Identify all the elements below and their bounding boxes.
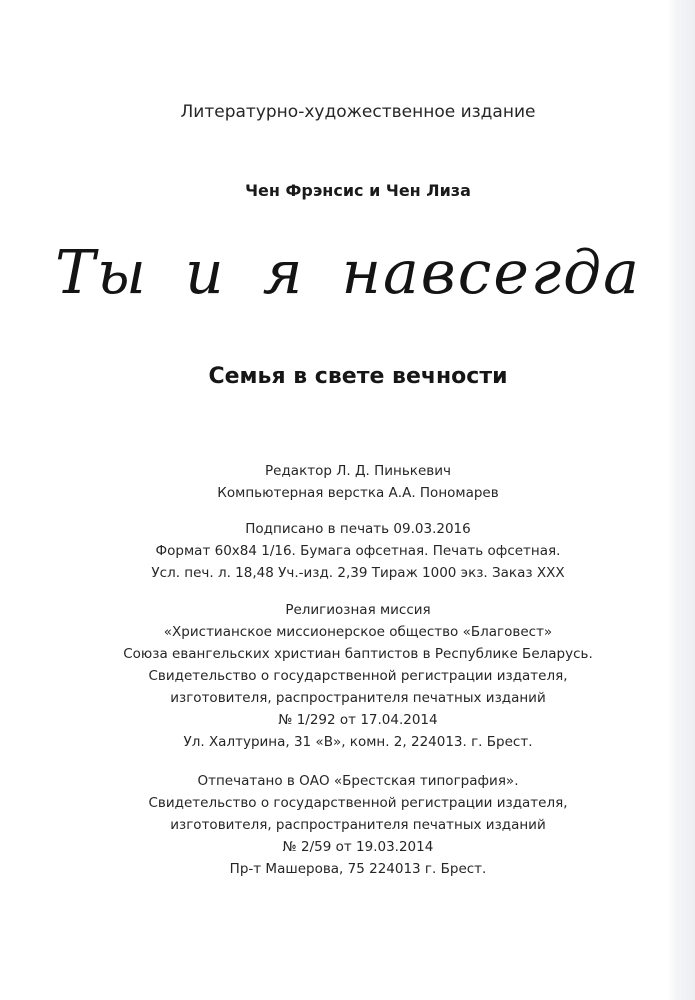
book-title: Ты и я навсегда — [55, 238, 641, 308]
authors: Чен Фрэнсис и Чен Лиза — [245, 181, 471, 200]
publisher-line: Свидетельство о государственной регистрации издателя, — [148, 668, 568, 684]
signed-date: Подписано в печать 09.03.2016 — [245, 521, 471, 537]
page-edge-shadow — [668, 0, 695, 1000]
publisher-line: Религиозная миссия — [285, 602, 431, 618]
imprint-block — [0, 460, 695, 894]
printer-line: изготовителя, распространителя печатных изданий — [170, 817, 546, 833]
genre-label: Литературно-художественное издание — [180, 102, 536, 122]
publisher-line: № 1/292 от 17.04.2014 — [278, 712, 438, 728]
printer-line: № 2/59 от 19.03.2014 — [282, 839, 434, 855]
printer-address: Пр-т Машерова, 75 224013 г. Брест. — [229, 861, 487, 877]
publisher-group — [0, 599, 695, 753]
publisher-address: Ул. Халтурина, 31 «В», комн. 2, 224013. г. Брест. — [183, 734, 533, 750]
format-info: Формат 60х84 1/16. Бумага офсетная. Печать офсетная. — [155, 543, 561, 559]
credits-group — [0, 460, 695, 504]
print-info-group — [0, 518, 695, 584]
publisher-line: изготовителя, распространителя печатных изданий — [170, 690, 546, 706]
printer-group — [0, 770, 695, 880]
editor-credit: Редактор Л. Д. Пинькевич — [265, 463, 451, 479]
publisher-line: Союза евангельских христиан баптистов в Республике Беларусь. — [123, 646, 593, 662]
printer-line: Отпечатано в ОАО «Брестская типография». — [197, 773, 519, 789]
layout-credit: Компьютерная верстка А.А. Пономарев — [217, 485, 499, 501]
printer-line: Свидетельство о государственной регистрации издателя, — [148, 795, 568, 811]
book-subtitle: Семья в свете вечности — [208, 364, 508, 389]
publisher-line: «Христианское миссионерское общество «Благовест» — [163, 624, 553, 640]
volume-info: Усл. печ. л. 18,48 Уч.-изд. 2,39 Тираж 1000 экз. Заказ ХХХ — [151, 565, 565, 581]
